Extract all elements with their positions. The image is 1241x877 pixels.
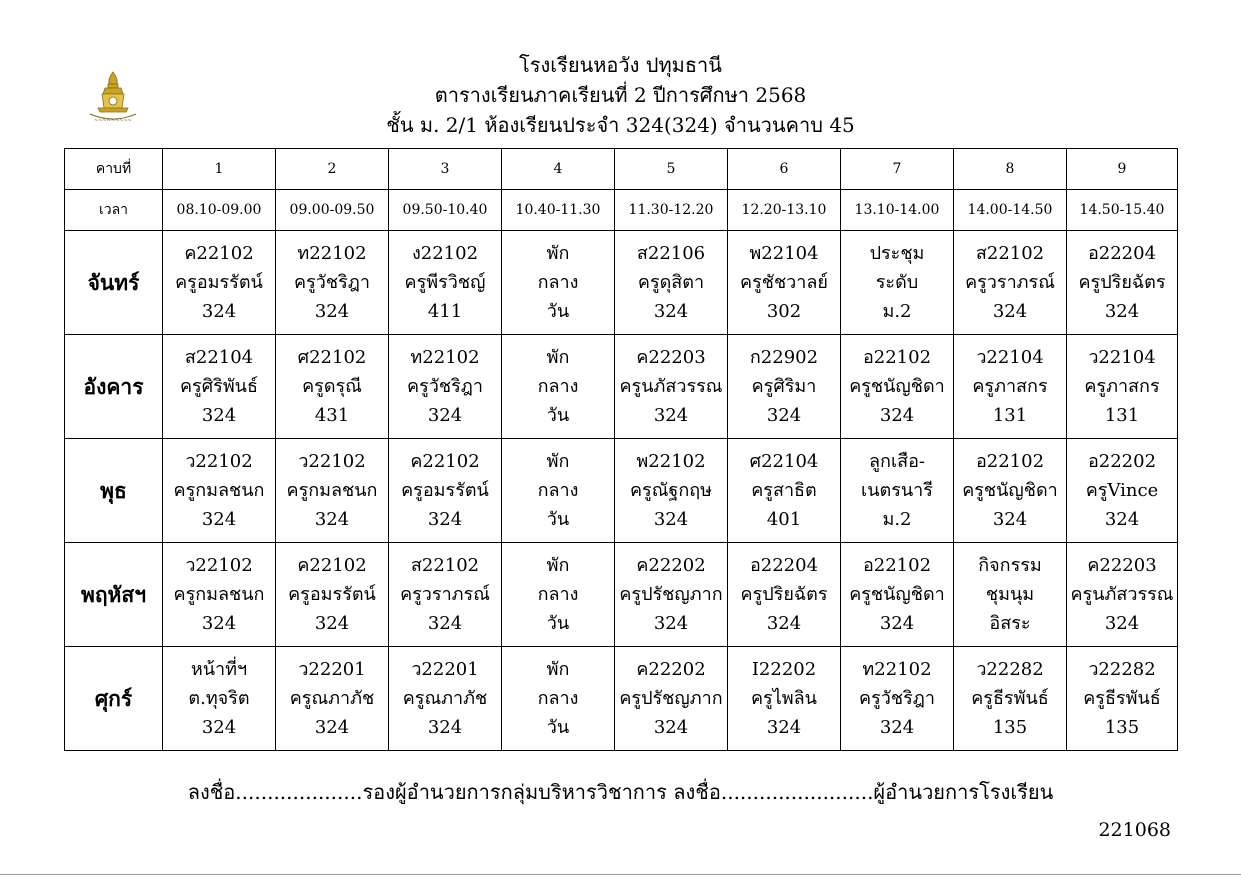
- subject-code: ง22102: [411, 243, 479, 264]
- room-number: 324: [879, 405, 915, 426]
- teacher-name: ครูดุสิตา: [637, 272, 705, 293]
- room-number: 135: [992, 717, 1028, 738]
- room-number: 324: [1104, 509, 1140, 530]
- subject-code: ว22282: [1088, 659, 1156, 680]
- subject-code: ค22203: [1087, 555, 1157, 576]
- class-cell: [954, 543, 1067, 647]
- room-number: วัน: [546, 509, 570, 530]
- teacher-name: ครูอมรรัตน์: [288, 584, 376, 605]
- class-cell: [502, 335, 615, 439]
- period-number: 7: [841, 149, 954, 190]
- class-cell: [389, 335, 502, 439]
- class-cell: [276, 335, 389, 439]
- class-cell: [728, 647, 841, 751]
- teacher-name: เนตรนารี: [861, 480, 933, 501]
- teacher-name: ครูวัชริฎา: [294, 272, 370, 293]
- class-cell: [163, 439, 276, 543]
- subject-code: ว22102: [298, 451, 366, 472]
- teacher-name: ครูปริยฉัตร: [1078, 272, 1166, 293]
- room-number: 324: [314, 717, 350, 738]
- room-number: 324: [879, 717, 915, 738]
- class-cell: [502, 231, 615, 335]
- teacher-name: ครูณภาภัช: [402, 688, 488, 709]
- teacher-name: กลาง: [537, 480, 579, 501]
- room-number: 324: [314, 613, 350, 634]
- teacher-name: ครูชนัญชิดา: [962, 480, 1058, 501]
- subject-code: พัก: [546, 451, 570, 472]
- teacher-name: ครูภาสกร: [972, 376, 1048, 397]
- class-cell: [728, 335, 841, 439]
- teacher-name: ครูชนัญชิดา: [849, 584, 945, 605]
- period-time: 09.50-10.40: [389, 190, 502, 231]
- subject-code: ประชุม: [869, 243, 925, 264]
- class-cell: [389, 231, 502, 335]
- teacher-name: ครูอมรรัตน์: [401, 480, 489, 501]
- room-number: 324: [653, 405, 689, 426]
- class-cell: [276, 231, 389, 335]
- teacher-name: ครูวราภรณ์: [965, 272, 1055, 293]
- period-number: 2: [276, 149, 389, 190]
- class-cell: [389, 543, 502, 647]
- room-number: 324: [427, 509, 463, 530]
- class-cell: [1067, 647, 1178, 751]
- room-number: 324: [201, 509, 237, 530]
- teacher-name: ครูกมลชนก: [173, 480, 265, 501]
- room-number: 324: [427, 405, 463, 426]
- day-name: อังคาร: [65, 335, 163, 439]
- teacher-name: ครูธีรพันธ์: [1083, 688, 1161, 709]
- subject-code: พัก: [546, 243, 570, 264]
- subject-code: ท22102: [297, 243, 367, 264]
- room-number: 324: [766, 405, 802, 426]
- room-number: 324: [201, 717, 237, 738]
- teacher-name: ครูชนัญชิดา: [849, 376, 945, 397]
- room-number: 324: [201, 613, 237, 634]
- room-number: วัน: [546, 301, 570, 322]
- subject-code: ว22102: [185, 555, 253, 576]
- room-number: 324: [766, 717, 802, 738]
- page-divider: [0, 874, 1241, 875]
- room-number: 324: [201, 405, 237, 426]
- period-number: 9: [1067, 149, 1178, 190]
- teacher-name: ครูอมรรัตน์: [175, 272, 263, 293]
- subject-code: ว22104: [976, 347, 1044, 368]
- subject-code: หน้าที่ฯ: [190, 659, 248, 680]
- subject-code: พัก: [546, 555, 570, 576]
- room-number: 324: [653, 613, 689, 634]
- room-number: 135: [1104, 717, 1140, 738]
- class-cell: [502, 439, 615, 543]
- room-number: 411: [427, 301, 463, 322]
- subject-code: ว22201: [411, 659, 479, 680]
- class-cell: [615, 543, 728, 647]
- teacher-name: ครูณัฐกฤษ: [629, 480, 712, 501]
- subject-code: ส22102: [410, 555, 480, 576]
- period-number: 6: [728, 149, 841, 190]
- subject-code: ค22202: [636, 555, 706, 576]
- room-number: วัน: [546, 405, 570, 426]
- teacher-name: ครูปรัชญภาก: [619, 688, 723, 709]
- teacher-name: ระดับ: [875, 272, 919, 293]
- subject-code: ส22104: [184, 347, 254, 368]
- room-number: 431: [314, 405, 350, 426]
- room-number: วัน: [546, 613, 570, 634]
- class-cell: [841, 543, 954, 647]
- teacher-name: ชุมนุม: [985, 584, 1035, 605]
- subject-code: อ22204: [749, 555, 819, 576]
- class-cell: [1067, 335, 1178, 439]
- subject-code: อ22204: [1087, 243, 1157, 264]
- teacher-name: กลาง: [537, 376, 579, 397]
- teacher-name: ครูศิริพันธ์: [180, 376, 258, 397]
- document-code: 221068: [1098, 819, 1171, 841]
- day-name: ศุกร์: [65, 647, 163, 751]
- class-cell: [276, 543, 389, 647]
- class-cell: [502, 543, 615, 647]
- class-cell: [163, 543, 276, 647]
- room-number: 401: [766, 509, 802, 530]
- class-cell: [615, 231, 728, 335]
- class-cell: [841, 335, 954, 439]
- subject-code: อ22102: [975, 451, 1045, 472]
- class-cell: [615, 647, 728, 751]
- subject-code: ท22102: [862, 659, 932, 680]
- class-cell: [1067, 231, 1178, 335]
- subject-code: ศ22104: [749, 451, 819, 472]
- class-cell: [954, 439, 1067, 543]
- subject-code: พ22102: [636, 451, 706, 472]
- period-time: 09.00-09.50: [276, 190, 389, 231]
- class-cell: [954, 335, 1067, 439]
- period-time: 13.10-14.00: [841, 190, 954, 231]
- room-number: 324: [427, 613, 463, 634]
- period-number: 3: [389, 149, 502, 190]
- subject-code: ว22102: [185, 451, 253, 472]
- class-cell: [163, 647, 276, 751]
- subject-code: ก22902: [749, 347, 819, 368]
- class-cell: [728, 231, 841, 335]
- subject-code: ศ22102: [297, 347, 367, 368]
- time-label: เวลา: [65, 190, 163, 231]
- room-number: 324: [1104, 301, 1140, 322]
- teacher-name: กลาง: [537, 688, 579, 709]
- room-number: อิสระ: [989, 613, 1031, 634]
- subject-code: อ22102: [862, 555, 932, 576]
- class-cell: [728, 439, 841, 543]
- room-number: ม.2: [882, 301, 912, 322]
- subject-code: พ22104: [749, 243, 819, 264]
- day-name: จันทร์: [65, 231, 163, 335]
- period-time: 08.10-09.00: [163, 190, 276, 231]
- period-time: 14.00-14.50: [954, 190, 1067, 231]
- class-cell: [841, 231, 954, 335]
- room-number: 131: [1104, 405, 1140, 426]
- class-cell: [615, 439, 728, 543]
- room-number: 324: [992, 301, 1028, 322]
- class-cell: [841, 647, 954, 751]
- class-cell: [1067, 439, 1178, 543]
- period-header-row: [65, 149, 1178, 190]
- class-info: ชั้น ม. 2/1 ห้องเรียนประจำ 324(324) จำนวนคาบ 45: [386, 113, 855, 137]
- teacher-name: ครูวัชริฎา: [407, 376, 483, 397]
- teacher-name: ครูVince: [1085, 480, 1159, 501]
- teacher-name: ครูดรุณี: [302, 376, 362, 397]
- teacher-name: ครูกมลชนก: [173, 584, 265, 605]
- subject-code: ท22102: [410, 347, 480, 368]
- room-number: 324: [427, 717, 463, 738]
- room-number: 324: [653, 301, 689, 322]
- teacher-name: ครูนภัสวรรณ: [619, 376, 723, 397]
- period-time: 12.20-13.10: [728, 190, 841, 231]
- period-number: 4: [502, 149, 615, 190]
- day-row: [65, 543, 1178, 647]
- day-row: [65, 439, 1178, 543]
- period-number: 1: [163, 149, 276, 190]
- room-number: 324: [653, 717, 689, 738]
- room-number: 324: [653, 509, 689, 530]
- class-cell: [1067, 543, 1178, 647]
- period-time: 10.40-11.30: [502, 190, 615, 231]
- school-name: โรงเรียนหอวัง ปทุมธานี: [519, 53, 722, 77]
- period-label: คาบที่: [65, 149, 163, 190]
- room-number: 131: [992, 405, 1028, 426]
- room-number: 324: [314, 301, 350, 322]
- class-cell: [276, 439, 389, 543]
- teacher-name: ครูพีรวิชญ์: [404, 272, 486, 293]
- subject-code: อ22202: [1087, 451, 1157, 472]
- class-cell: [389, 647, 502, 751]
- class-cell: [502, 647, 615, 751]
- day-name: พุธ: [65, 439, 163, 543]
- room-number: 324: [314, 509, 350, 530]
- teacher-name: ครูไพลิน: [751, 688, 817, 709]
- teacher-name: ครูณภาภัช: [289, 688, 375, 709]
- teacher-name: ครูนภัสวรรณ: [1070, 584, 1174, 605]
- room-number: 302: [766, 301, 802, 322]
- subject-code: ส22102: [975, 243, 1045, 264]
- teacher-name: ครูปรัชญภาก: [619, 584, 723, 605]
- day-row: [65, 335, 1178, 439]
- teacher-name: ครูสาธิต: [751, 480, 817, 501]
- period-time: 11.30-12.20: [615, 190, 728, 231]
- teacher-name: ครูชัชวาลย์: [740, 272, 828, 293]
- page-header: [0, 50, 1241, 140]
- room-number: 324: [1104, 613, 1140, 634]
- timetable: [64, 148, 1178, 751]
- subject-code: ลูกเสือ-: [869, 451, 925, 472]
- room-number: วัน: [546, 717, 570, 738]
- subject-code: ค22202: [636, 659, 706, 680]
- room-number: 324: [879, 613, 915, 634]
- day-name: พฤหัสฯ: [65, 543, 163, 647]
- day-row: [65, 647, 1178, 751]
- teacher-name: กลาง: [537, 272, 579, 293]
- schedule-title: ตารางเรียนภาคเรียนที่ 2 ปีการศึกษา 2568: [434, 83, 807, 107]
- signature-line: ลงชื่อ....................รองผู้อำนวยการกลุ่มบริหารวิชาการ ลงชื่อ........................ผู้อำนวยการโรงเรียน: [187, 780, 1054, 804]
- period-time: 14.50-15.40: [1067, 190, 1178, 231]
- subject-code: ว22201: [298, 659, 366, 680]
- day-row: [65, 231, 1178, 335]
- svg-text:~~~~~~~~~: ~~~~~~~~~: [94, 118, 132, 124]
- subject-code: ค22102: [184, 243, 254, 264]
- period-number: 5: [615, 149, 728, 190]
- teacher-name: ครูกมลชนก: [286, 480, 378, 501]
- subject-code: ว22282: [976, 659, 1044, 680]
- room-number: 324: [766, 613, 802, 634]
- subject-code: พัก: [546, 659, 570, 680]
- class-cell: [954, 647, 1067, 751]
- subject-code: ค22102: [410, 451, 480, 472]
- teacher-name: ต.ทุจริต: [188, 688, 250, 709]
- class-cell: [389, 439, 502, 543]
- room-number: 324: [992, 509, 1028, 530]
- teacher-name: ครูวัชริฎา: [859, 688, 935, 709]
- subject-code: ว22104: [1088, 347, 1156, 368]
- class-cell: [276, 647, 389, 751]
- subject-code: อ22102: [862, 347, 932, 368]
- room-number: ม.2: [882, 509, 912, 530]
- teacher-name: ครูภาสกร: [1084, 376, 1160, 397]
- teacher-name: ครูปริยฉัตร: [740, 584, 828, 605]
- subject-code: ส22106: [636, 243, 706, 264]
- class-cell: [163, 231, 276, 335]
- teacher-name: กลาง: [537, 584, 579, 605]
- class-cell: [954, 231, 1067, 335]
- class-cell: [841, 439, 954, 543]
- class-cell: [615, 335, 728, 439]
- room-number: 324: [201, 301, 237, 322]
- teacher-name: ครูวราภรณ์: [400, 584, 490, 605]
- subject-code: ค22102: [297, 555, 367, 576]
- class-cell: [728, 543, 841, 647]
- subject-code: ค22203: [636, 347, 706, 368]
- subject-code: พัก: [546, 347, 570, 368]
- time-row: [65, 190, 1178, 231]
- period-number: 8: [954, 149, 1067, 190]
- subject-code: กิจกรรม: [978, 555, 1042, 576]
- class-cell: [163, 335, 276, 439]
- teacher-name: ครูศิริมา: [751, 376, 817, 397]
- teacher-name: ครูธีรพันธ์: [971, 688, 1049, 709]
- subject-code: I22202: [751, 659, 817, 680]
